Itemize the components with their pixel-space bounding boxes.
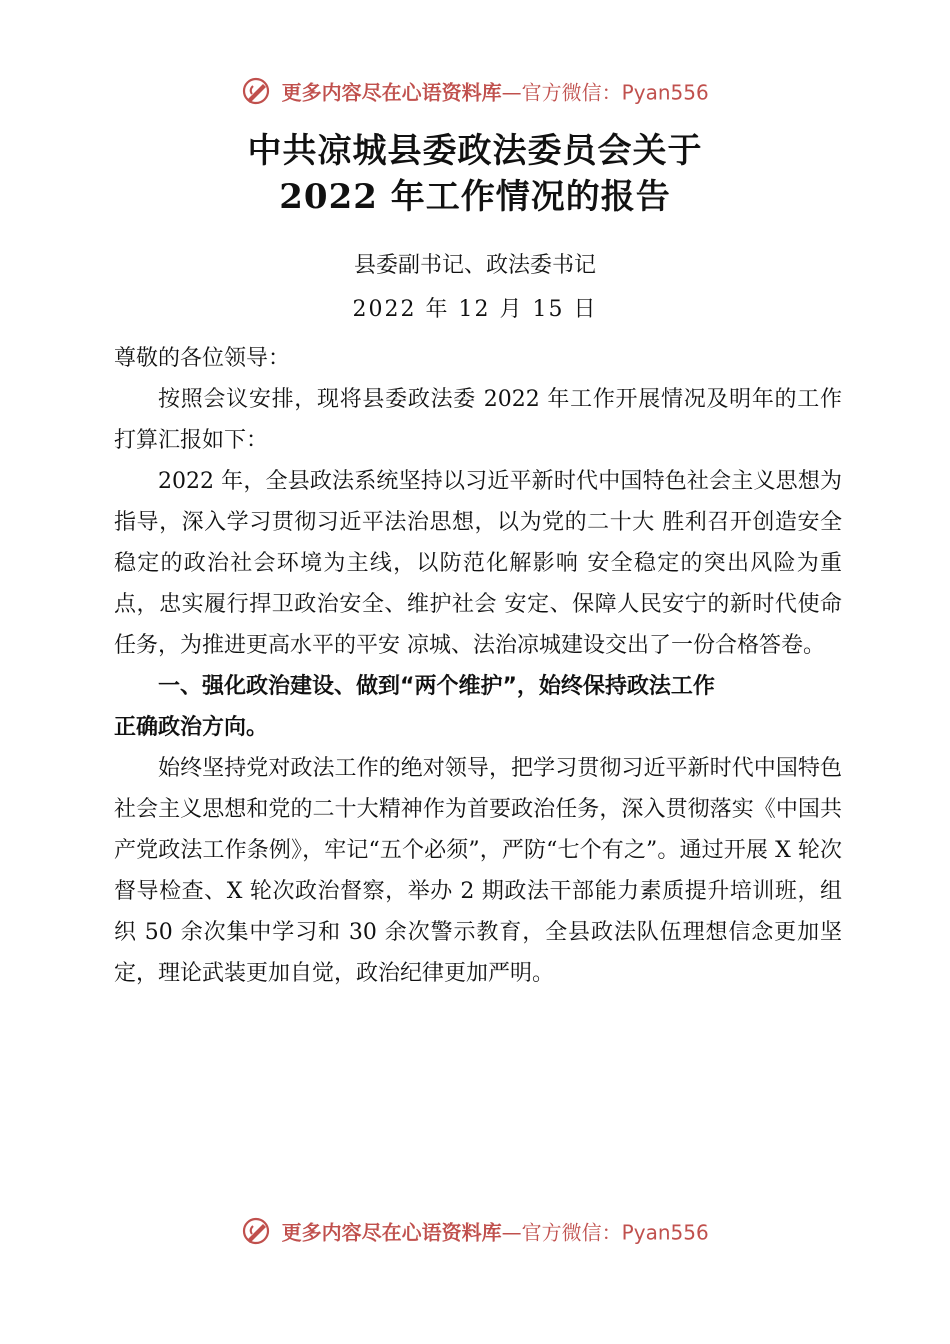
watermark-brand: 更多内容尽在心语资料库 <box>281 1220 502 1245</box>
watermark-brand: 更多内容尽在心语资料库 <box>281 80 502 105</box>
watermark-footer <box>0 1216 950 1246</box>
watermark-suffix: —官方微信：Pyan556 <box>501 1220 709 1245</box>
document-title-line1: 中共凉城县委政法委员会关于 <box>247 131 703 171</box>
section-heading-line1: 一、强化政治建设、做到“两个维护”，始终保持政法工作 <box>158 674 715 699</box>
paragraph-intro: 按照会议安排，现将县委政法委 2022 年工作开展情况及明年的工作打算汇报如下： <box>114 387 842 453</box>
document-body <box>114 338 842 994</box>
section-heading <box>114 666 842 748</box>
document-author: 县委副书记、政法委书记 <box>353 253 596 278</box>
document-title-line2: 2022 年工作情况的报告 <box>279 177 671 217</box>
pen-circle-logo-icon <box>241 1216 271 1246</box>
section-heading-line2: 正确政治方向。 <box>114 715 269 740</box>
watermark-header <box>0 76 950 106</box>
document-date: 2022 年 12 月 15 日 <box>352 297 598 322</box>
salutation: 尊敬的各位领导： <box>114 346 291 371</box>
paragraph-overview: 2022 年，全县政法系统坚持以习近平新时代中国特色社会主义思想为指导，深入学习贯彻习近平法治思想，以为党的二十大 胜利召开创造安全稳定的政治社会环境为主线，以防范化解影响 安全稳定的突出风险为重点，忠实履行捍卫政治安全、维护社会 安定、保障人民安宁的新时代使命任务，为推进更高水平的平安 凉城、法治凉城建设交出了一份合格答卷。 <box>114 469 842 658</box>
watermark-suffix: —官方微信：Pyan556 <box>501 80 709 105</box>
section-body: 始终坚持党对政法工作的绝对领导，把学习贯彻习近平新时代中国特色社会主义思想和党的二十大精神作为首要政治任务，深入贯彻落实《中国共产党政法工作条例》，牢记“五个必须”，严防“七个有之”。通过开展 X 轮次督导检查、X 轮次政治督察，举办 2 期政法干部能力素质提升培训班，组织 50 余次集中学习和 30 余次警示教育，全县政法队伍理想信念更加坚定，理论武装更加自觉，政治纪律更加严明。 <box>114 756 842 986</box>
pen-circle-logo-icon <box>241 76 271 106</box>
